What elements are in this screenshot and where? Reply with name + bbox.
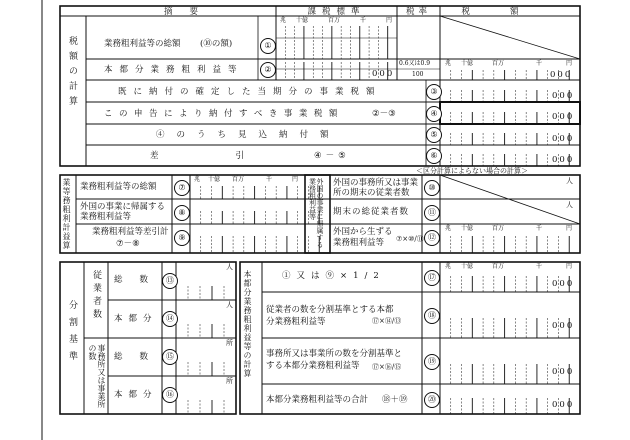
row3-label: 既に納付の確定した当期分の事業税額 [118, 87, 382, 97]
br-row2-zeros: 000 [552, 321, 575, 331]
mid-right-row2-label: 期末の総従業者数 [333, 207, 410, 217]
unit-cho-4: 兆 [445, 225, 452, 232]
unit-sen-2: 千 [536, 60, 543, 67]
mid-right-row1-number: ⑩ [424, 180, 440, 196]
br-row2-formula: ⑰×⑭/⑬ [372, 317, 402, 325]
bl-row1-label: 総 数 [114, 275, 149, 285]
bl-row2-number: ⑭ [162, 311, 178, 327]
unit-hyakuman-5: 百万 [492, 263, 505, 270]
unit-cho-2: 兆 [445, 60, 452, 67]
tax-rate-value: 0.6又は0.9 [399, 60, 431, 67]
unit-cho-5: 兆 [445, 263, 452, 270]
row1-note: (⑩の額) [200, 39, 233, 49]
row1-label: 業務粗利益等の総額 [104, 39, 181, 49]
unit-juoku-4: 十億 [461, 225, 474, 232]
unit-cho-1: 兆 [280, 17, 287, 24]
unit-cho-3: 兆 [194, 176, 201, 183]
header-summary: 摘 要 [163, 7, 198, 17]
header-tax-base: 課税標準 [307, 7, 366, 17]
unit-hyakuman-2: 百万 [492, 60, 505, 67]
row5-label: ④のうち見込納付額 [156, 130, 341, 140]
mid-left-row2-label: 外国の事業に帰属する業務粗利益等 [80, 202, 166, 222]
mid-right-row1-unit: 人 [566, 177, 573, 185]
row3-zeros: 000 [552, 91, 575, 101]
mid-right-row1-label: 外国の事務所又は事業所の期末の従業者数 [333, 178, 419, 198]
group-employees: 従業者数 [91, 270, 101, 322]
br-row2-number: ⑱ [424, 308, 440, 324]
unit-juoku-3: 十億 [208, 176, 221, 183]
unit-juoku-1: 十億 [296, 17, 309, 24]
br-row4-formula: ⑱＋⑲ [382, 395, 408, 405]
header-tax-rate: 税率 [405, 7, 431, 17]
tax-rate-denominator: 100 [412, 71, 424, 78]
mid-left-row1-number: ⑦ [174, 180, 190, 196]
bottom-left-side-label: 分割基準 [67, 300, 77, 368]
row2-label: 本都分業務粗利益等 [104, 65, 244, 75]
unit-en-4: 円 [566, 225, 573, 232]
unit-hyakuman-3: 百万 [232, 176, 245, 183]
bl-row4-number: ⑯ [162, 387, 178, 403]
br-row2-label: 従業者の数を分割基準とする本都分業務粗利益等 [266, 305, 394, 327]
bl-row1-unit: 人 [226, 263, 233, 271]
br-row3-zeros: 000 [552, 367, 575, 377]
mid-left-row1-label: 業務粗利益等の総額 [80, 182, 157, 192]
mid-right-row3-formula: ⑦×⑩/⑪ [396, 235, 424, 243]
mid-left-row3-number: ⑨ [174, 230, 190, 246]
unit-sen-5: 千 [536, 263, 543, 270]
unit-en-3: 円 [292, 176, 299, 183]
row1-number: ① [260, 38, 276, 54]
bl-row2-label: 本都分 [114, 314, 158, 324]
bl-row1-number: ⑬ [162, 273, 178, 289]
row2-zeros: 000 [372, 69, 395, 79]
unit-en-1: 円 [386, 17, 393, 24]
bottom-right-side-label: 本都分業務粗利益等の計算 [243, 270, 252, 378]
bl-row4-unit: 所 [226, 377, 233, 385]
row4-number: ④ [426, 106, 442, 122]
row2-amount-zeros: 000 [550, 70, 573, 80]
mid-left-side-label: 業等務粗利計益算 [62, 178, 71, 250]
br-row4-label: 本都分業務粗利益等の合計 [266, 395, 369, 405]
unit-juoku-2: 十億 [461, 60, 474, 67]
mid-left-row3-formula: ⑦－⑧ [116, 239, 140, 249]
mid-right-row2-number: ⑪ [424, 205, 440, 221]
top-side-label: 税額の計算 [67, 36, 77, 111]
row4-formula: ②－③ [372, 109, 396, 119]
row5-number: ⑤ [426, 127, 442, 143]
br-row3-number: ⑲ [424, 354, 440, 370]
br-row4-number: ⑳ [424, 392, 440, 408]
unit-sen-4: 千 [536, 225, 543, 232]
mid-right-row3-number: ⑫ [424, 230, 440, 246]
unit-en-2: 円 [566, 60, 573, 67]
bl-row4-label: 本都分 [114, 390, 158, 400]
row6-formula: ④－⑤ [314, 151, 350, 161]
unit-sen-3: 千 [266, 176, 273, 183]
row6-zeros: 000 [552, 155, 575, 165]
row4-zeros: 000 [552, 112, 575, 122]
unit-hyakuman-4: 百万 [492, 225, 505, 232]
unit-juoku-5: 十億 [461, 263, 474, 270]
row2-number: ② [260, 62, 276, 78]
bl-row2-unit: 人 [226, 301, 233, 309]
unit-sen-1: 千 [360, 17, 367, 24]
row3-number: ③ [426, 84, 442, 100]
mid-left-row3-label: 業務粗利益等差引計 [92, 227, 169, 237]
row6-label: 差 引 [150, 151, 265, 161]
mid-caption: ＜区分計算によらない場合の計算＞ [416, 167, 528, 175]
mid-left-row2-number: ⑧ [174, 205, 190, 221]
row5-zeros: 000 [552, 134, 575, 144]
bl-row3-number: ⑮ [162, 349, 178, 365]
row4-label: この申告により納付すべき事業税額 [104, 109, 344, 119]
row6-number: ⑥ [426, 148, 442, 164]
br-row1-number: ⑰ [424, 270, 440, 286]
mid-right-row3-label: 外国から生ずる業務粗利益等 [333, 227, 393, 248]
bl-row3-label: 総 数 [114, 352, 149, 362]
br-row3-label: 事務所又は事業所の数を分割基準とする本都分業務粗利益等 [266, 349, 403, 371]
br-row1-label: ①又は⑨×1/2 [282, 271, 385, 281]
br-row1-zeros: 000 [552, 279, 575, 289]
group-offices: 事務所又は事業所の数 [88, 344, 106, 408]
unit-hyakuman-1: 百万 [328, 17, 341, 24]
mid-right-side-label: 外国の事業に帰属する業務粗利益等 [308, 178, 324, 248]
mid-right-row2-unit: 人 [566, 201, 573, 209]
header-tax-amount: 税額 [461, 7, 559, 17]
br-row4-zeros: 000 [552, 400, 575, 410]
br-row3-formula: ⑰×⑯/⑮ [372, 363, 402, 371]
unit-en-5: 円 [566, 263, 573, 270]
bl-row3-unit: 所 [226, 339, 233, 347]
